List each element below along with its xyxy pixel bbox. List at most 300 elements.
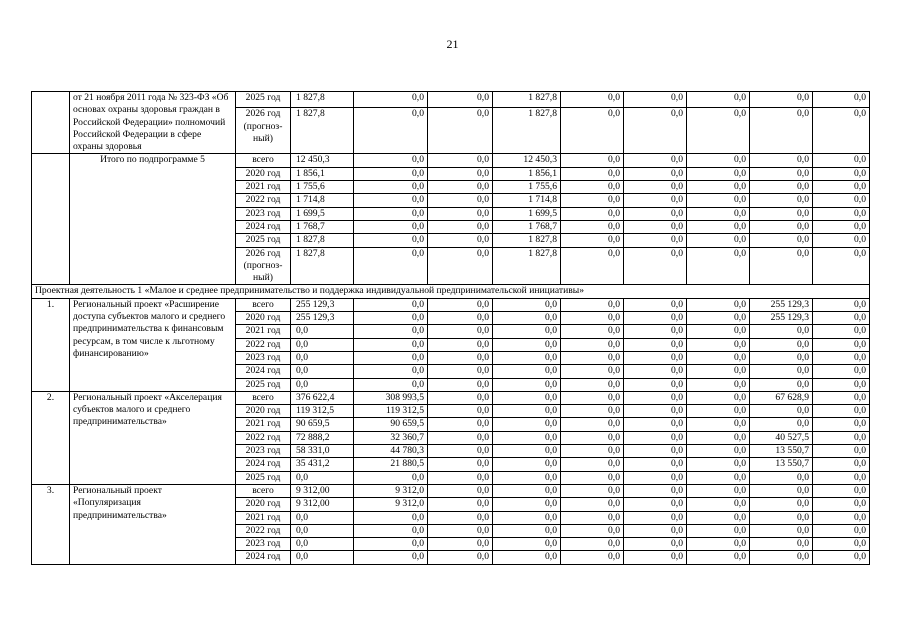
value-cell: 0,0 (354, 154, 428, 167)
value-cell: 0,0 (750, 538, 813, 551)
value-cell: 0,0 (687, 431, 750, 444)
value-cell: 0,0 (750, 234, 813, 247)
value-cell: 0,0 (493, 338, 561, 351)
row-index (32, 154, 70, 285)
value-cell: 0,0 (813, 351, 870, 364)
value-cell: 0,0 (624, 167, 687, 180)
value-cell: 9 312,0 (354, 498, 428, 511)
value-cell: 0,0 (493, 312, 561, 325)
value-cell: 0,0 (750, 484, 813, 497)
value-cell: 0,0 (354, 378, 428, 391)
year-cell: 2021 год (236, 325, 291, 338)
year-cell: всего (236, 391, 291, 404)
value-cell: 255 129,3 (291, 312, 354, 325)
value-cell: 0,0 (561, 524, 624, 537)
row-index (32, 92, 70, 154)
value-cell: 0,0 (813, 538, 870, 551)
value-cell: 0,0 (750, 247, 813, 285)
year-cell: всего (236, 484, 291, 497)
table-row (32, 484, 870, 497)
section-row (32, 285, 870, 298)
row-name: Итого по подпрограмме 5 (70, 154, 236, 285)
value-cell: 0,0 (750, 167, 813, 180)
value-cell: 0,0 (493, 418, 561, 431)
value-cell: 0,0 (624, 378, 687, 391)
year-cell: 2024 год (236, 458, 291, 471)
value-cell: 0,0 (624, 511, 687, 524)
value-cell: 0,0 (291, 325, 354, 338)
value-cell: 44 780,3 (354, 445, 428, 458)
value-cell: 0,0 (354, 298, 428, 311)
value-cell: 90 659,5 (354, 418, 428, 431)
value-cell: 0,0 (561, 378, 624, 391)
value-cell: 0,0 (687, 538, 750, 551)
value-cell: 0,0 (291, 538, 354, 551)
value-cell: 0,0 (428, 154, 493, 167)
value-cell: 0,0 (687, 378, 750, 391)
value-cell: 0,0 (687, 351, 750, 364)
value-cell: 0,0 (428, 312, 493, 325)
value-cell: 0,0 (561, 92, 624, 108)
value-cell: 0,0 (428, 484, 493, 497)
value-cell: 0,0 (687, 484, 750, 497)
budget-table (31, 91, 870, 565)
value-cell: 0,0 (561, 471, 624, 484)
value-cell: 0,0 (687, 445, 750, 458)
value-cell: 0,0 (813, 234, 870, 247)
value-cell: 0,0 (687, 365, 750, 378)
value-cell: 0,0 (750, 154, 813, 167)
value-cell: 0,0 (493, 511, 561, 524)
value-cell: 0,0 (624, 484, 687, 497)
row-index: 1. (32, 298, 70, 391)
year-cell: 2025 год (236, 92, 291, 108)
value-cell: 0,0 (561, 108, 624, 154)
year-cell: 2020 год (236, 167, 291, 180)
value-cell: 0,0 (813, 312, 870, 325)
value-cell: 0,0 (813, 207, 870, 220)
value-cell: 0,0 (561, 167, 624, 180)
year-cell: 2022 год (236, 524, 291, 537)
year-cell: 2023 год (236, 445, 291, 458)
value-cell: 0,0 (624, 391, 687, 404)
value-cell: 0,0 (493, 445, 561, 458)
value-cell: 0,0 (561, 312, 624, 325)
value-cell: 0,0 (687, 92, 750, 108)
year-cell: 2020 год (236, 312, 291, 325)
value-cell: 1 856,1 (493, 167, 561, 180)
value-cell: 0,0 (428, 181, 493, 194)
value-cell: 0,0 (813, 220, 870, 233)
year-cell: 2023 год (236, 207, 291, 220)
value-cell: 0,0 (561, 365, 624, 378)
value-cell: 0,0 (624, 108, 687, 154)
value-cell: 0,0 (561, 325, 624, 338)
value-cell: 0,0 (813, 551, 870, 564)
value-cell: 0,0 (493, 458, 561, 471)
value-cell: 0,0 (428, 431, 493, 444)
value-cell: 0,0 (624, 338, 687, 351)
value-cell: 0,0 (687, 108, 750, 154)
year-cell: 2022 год (236, 431, 291, 444)
value-cell: 0,0 (493, 551, 561, 564)
value-cell: 0,0 (813, 458, 870, 471)
value-cell: 0,0 (354, 365, 428, 378)
value-cell: 0,0 (561, 220, 624, 233)
value-cell: 0,0 (813, 498, 870, 511)
value-cell: 0,0 (428, 351, 493, 364)
value-cell: 1 856,1 (291, 167, 354, 180)
value-cell: 0,0 (813, 445, 870, 458)
value-cell: 0,0 (561, 418, 624, 431)
value-cell: 0,0 (428, 220, 493, 233)
section-title: Проектная деятельность 1 «Малое и среднее предпринимательство и поддержка индивидуальной предпринимательской инициативы» (32, 285, 870, 298)
value-cell: 0,0 (561, 458, 624, 471)
row-name: Региональный проект «Популяризация предпринимательства» (70, 484, 236, 564)
value-cell: 1 827,8 (291, 108, 354, 154)
year-cell: 2025 год (236, 471, 291, 484)
value-cell: 0,0 (687, 181, 750, 194)
value-cell: 0,0 (428, 405, 493, 418)
value-cell: 0,0 (354, 524, 428, 537)
value-cell: 0,0 (291, 524, 354, 537)
value-cell: 0,0 (561, 498, 624, 511)
value-cell: 0,0 (493, 391, 561, 404)
value-cell: 0,0 (813, 524, 870, 537)
value-cell: 9 312,0 (354, 484, 428, 497)
year-cell: 2021 год (236, 511, 291, 524)
row-name: Региональный проект «Расширение доступа субъектов малого и среднего предпринимательства к финансовым ресурсам, в том числе к льготному финансированию» (70, 298, 236, 391)
value-cell: 0,0 (750, 498, 813, 511)
value-cell: 12 450,3 (493, 154, 561, 167)
value-cell: 0,0 (750, 551, 813, 564)
value-cell: 0,0 (624, 298, 687, 311)
value-cell: 0,0 (750, 194, 813, 207)
value-cell: 0,0 (813, 431, 870, 444)
value-cell: 0,0 (624, 220, 687, 233)
value-cell: 0,0 (687, 154, 750, 167)
year-cell: 2024 год (236, 551, 291, 564)
year-cell: 2021 год (236, 181, 291, 194)
value-cell: 67 628,9 (750, 391, 813, 404)
value-cell: 0,0 (813, 154, 870, 167)
table-row (32, 92, 870, 108)
year-cell: 2022 год (236, 338, 291, 351)
value-cell: 0,0 (354, 247, 428, 285)
value-cell: 0,0 (561, 298, 624, 311)
value-cell: 13 550,7 (750, 445, 813, 458)
value-cell: 0,0 (687, 325, 750, 338)
year-cell: 2026 год (прогноз-ный) (236, 108, 291, 154)
year-cell: 2021 год (236, 418, 291, 431)
value-cell: 0,0 (428, 247, 493, 285)
value-cell: 1 827,8 (493, 92, 561, 108)
value-cell: 119 312,5 (291, 405, 354, 418)
value-cell: 0,0 (687, 207, 750, 220)
value-cell: 0,0 (687, 167, 750, 180)
value-cell: 0,0 (750, 511, 813, 524)
value-cell: 0,0 (291, 351, 354, 364)
year-cell: всего (236, 298, 291, 311)
value-cell: 0,0 (561, 338, 624, 351)
value-cell: 21 880,5 (354, 458, 428, 471)
row-name: от 21 ноября 2011 года № 323-ФЗ «Об основах охраны здоровья граждан в Российской Федерации» полномочий Российской Федерации в сфере охраны здоровья (70, 92, 236, 154)
value-cell: 0,0 (687, 220, 750, 233)
value-cell: 0,0 (750, 524, 813, 537)
value-cell: 0,0 (813, 471, 870, 484)
value-cell: 0,0 (750, 365, 813, 378)
value-cell: 32 360,7 (354, 431, 428, 444)
value-cell: 0,0 (428, 524, 493, 537)
value-cell: 0,0 (624, 351, 687, 364)
value-cell: 0,0 (354, 338, 428, 351)
value-cell: 0,0 (624, 365, 687, 378)
value-cell: 0,0 (493, 365, 561, 378)
value-cell: 1 714,8 (493, 194, 561, 207)
value-cell: 255 129,3 (750, 312, 813, 325)
value-cell: 0,0 (813, 418, 870, 431)
value-cell: 0,0 (813, 391, 870, 404)
value-cell: 9 312,00 (291, 498, 354, 511)
value-cell: 0,0 (291, 338, 354, 351)
value-cell: 0,0 (624, 458, 687, 471)
value-cell: 0,0 (813, 365, 870, 378)
value-cell: 0,0 (428, 538, 493, 551)
value-cell: 0,0 (561, 207, 624, 220)
value-cell: 1 827,8 (493, 234, 561, 247)
year-cell: 2024 год (236, 220, 291, 233)
value-cell: 0,0 (354, 194, 428, 207)
year-cell: 2022 год (236, 194, 291, 207)
value-cell: 0,0 (813, 247, 870, 285)
value-cell: 40 527,5 (750, 431, 813, 444)
table-row (32, 298, 870, 311)
value-cell: 0,0 (750, 471, 813, 484)
value-cell: 0,0 (428, 458, 493, 471)
value-cell: 0,0 (624, 418, 687, 431)
value-cell: 1 827,8 (291, 247, 354, 285)
value-cell: 0,0 (687, 551, 750, 564)
value-cell: 0,0 (687, 418, 750, 431)
value-cell: 0,0 (687, 298, 750, 311)
value-cell: 0,0 (687, 471, 750, 484)
value-cell: 0,0 (354, 312, 428, 325)
value-cell: 0,0 (624, 154, 687, 167)
value-cell: 0,0 (813, 511, 870, 524)
value-cell: 0,0 (687, 405, 750, 418)
year-cell: 2020 год (236, 498, 291, 511)
value-cell: 0,0 (354, 167, 428, 180)
value-cell: 0,0 (750, 405, 813, 418)
value-cell: 0,0 (493, 471, 561, 484)
year-cell: всего (236, 154, 291, 167)
value-cell: 0,0 (687, 247, 750, 285)
value-cell: 0,0 (624, 405, 687, 418)
row-index: 2. (32, 391, 70, 484)
value-cell: 0,0 (428, 234, 493, 247)
value-cell: 376 622,4 (291, 391, 354, 404)
value-cell: 119 312,5 (354, 405, 428, 418)
value-cell: 0,0 (428, 194, 493, 207)
value-cell: 0,0 (561, 351, 624, 364)
value-cell: 0,0 (561, 484, 624, 497)
value-cell: 0,0 (813, 194, 870, 207)
value-cell: 1 827,8 (291, 234, 354, 247)
value-cell: 0,0 (750, 108, 813, 154)
value-cell: 0,0 (561, 431, 624, 444)
value-cell: 0,0 (813, 325, 870, 338)
value-cell: 0,0 (750, 207, 813, 220)
value-cell: 1 755,6 (493, 181, 561, 194)
value-cell: 0,0 (428, 511, 493, 524)
value-cell: 0,0 (493, 405, 561, 418)
value-cell: 0,0 (354, 551, 428, 564)
row-name: Региональный проект «Акселерация субъектов малого и среднего предпринимательства» (70, 391, 236, 484)
value-cell: 0,0 (750, 220, 813, 233)
year-cell: 2025 год (236, 378, 291, 391)
value-cell: 0,0 (687, 194, 750, 207)
value-cell: 0,0 (291, 511, 354, 524)
value-cell: 0,0 (354, 234, 428, 247)
value-cell: 0,0 (493, 524, 561, 537)
value-cell: 0,0 (624, 538, 687, 551)
value-cell: 0,0 (354, 325, 428, 338)
value-cell: 0,0 (624, 445, 687, 458)
value-cell: 0,0 (687, 458, 750, 471)
value-cell: 0,0 (428, 365, 493, 378)
value-cell: 72 888,2 (291, 431, 354, 444)
value-cell: 1 768,7 (291, 220, 354, 233)
value-cell: 0,0 (687, 312, 750, 325)
value-cell: 0,0 (428, 298, 493, 311)
value-cell: 0,0 (428, 471, 493, 484)
value-cell: 0,0 (493, 325, 561, 338)
value-cell: 90 659,5 (291, 418, 354, 431)
value-cell: 1 714,8 (291, 194, 354, 207)
value-cell: 0,0 (813, 167, 870, 180)
value-cell: 35 431,2 (291, 458, 354, 471)
value-cell: 0,0 (354, 108, 428, 154)
value-cell: 13 550,7 (750, 458, 813, 471)
value-cell: 0,0 (687, 498, 750, 511)
value-cell: 0,0 (624, 207, 687, 220)
value-cell: 0,0 (428, 338, 493, 351)
value-cell: 1 699,5 (291, 207, 354, 220)
year-cell: 2023 год (236, 351, 291, 364)
value-cell: 0,0 (428, 498, 493, 511)
value-cell: 0,0 (624, 551, 687, 564)
value-cell: 0,0 (561, 538, 624, 551)
value-cell: 0,0 (354, 351, 428, 364)
value-cell: 0,0 (354, 471, 428, 484)
value-cell: 0,0 (624, 498, 687, 511)
value-cell: 0,0 (561, 181, 624, 194)
value-cell: 0,0 (813, 92, 870, 108)
value-cell: 0,0 (624, 181, 687, 194)
value-cell: 0,0 (291, 365, 354, 378)
value-cell: 0,0 (291, 551, 354, 564)
value-cell: 0,0 (561, 551, 624, 564)
value-cell: 0,0 (561, 194, 624, 207)
value-cell: 0,0 (493, 431, 561, 444)
year-cell: 2023 год (236, 538, 291, 551)
value-cell: 0,0 (561, 247, 624, 285)
value-cell: 0,0 (813, 484, 870, 497)
value-cell: 0,0 (624, 312, 687, 325)
table-row (32, 391, 870, 404)
value-cell: 0,0 (428, 391, 493, 404)
value-cell: 0,0 (561, 445, 624, 458)
value-cell: 0,0 (354, 207, 428, 220)
value-cell: 9 312,00 (291, 484, 354, 497)
value-cell: 0,0 (687, 338, 750, 351)
page-number: 21 (446, 37, 459, 51)
value-cell: 0,0 (561, 234, 624, 247)
value-cell: 0,0 (493, 538, 561, 551)
value-cell: 58 331,0 (291, 445, 354, 458)
value-cell: 0,0 (687, 391, 750, 404)
value-cell: 0,0 (428, 325, 493, 338)
value-cell: 0,0 (624, 194, 687, 207)
year-cell: 2025 год (236, 234, 291, 247)
value-cell: 1 755,6 (291, 181, 354, 194)
value-cell: 0,0 (428, 207, 493, 220)
value-cell: 0,0 (624, 325, 687, 338)
value-cell: 0,0 (750, 338, 813, 351)
value-cell: 0,0 (561, 511, 624, 524)
year-cell: 2020 год (236, 405, 291, 418)
value-cell: 0,0 (428, 551, 493, 564)
value-cell: 0,0 (354, 538, 428, 551)
value-cell: 0,0 (750, 181, 813, 194)
value-cell: 0,0 (428, 445, 493, 458)
value-cell: 0,0 (428, 108, 493, 154)
value-cell: 0,0 (750, 92, 813, 108)
value-cell: 0,0 (813, 108, 870, 154)
value-cell: 0,0 (354, 220, 428, 233)
value-cell: 0,0 (493, 484, 561, 497)
value-cell: 0,0 (428, 92, 493, 108)
value-cell: 0,0 (624, 524, 687, 537)
value-cell: 0,0 (813, 298, 870, 311)
value-cell: 0,0 (813, 338, 870, 351)
value-cell: 0,0 (750, 418, 813, 431)
value-cell: 0,0 (750, 351, 813, 364)
table-body (32, 92, 870, 565)
value-cell: 12 450,3 (291, 154, 354, 167)
value-cell: 0,0 (354, 92, 428, 108)
value-cell: 0,0 (813, 405, 870, 418)
value-cell: 1 827,8 (493, 108, 561, 154)
value-cell: 0,0 (291, 378, 354, 391)
value-cell: 0,0 (624, 92, 687, 108)
value-cell: 0,0 (354, 181, 428, 194)
value-cell: 0,0 (428, 418, 493, 431)
value-cell: 255 129,3 (291, 298, 354, 311)
year-cell: 2024 год (236, 365, 291, 378)
value-cell: 0,0 (493, 298, 561, 311)
value-cell: 0,0 (687, 511, 750, 524)
value-cell: 0,0 (813, 181, 870, 194)
value-cell: 255 129,3 (750, 298, 813, 311)
value-cell: 0,0 (493, 351, 561, 364)
value-cell: 1 827,8 (493, 247, 561, 285)
value-cell: 0,0 (428, 167, 493, 180)
value-cell: 0,0 (624, 247, 687, 285)
value-cell: 0,0 (687, 234, 750, 247)
value-cell: 0,0 (624, 431, 687, 444)
value-cell: 0,0 (493, 498, 561, 511)
